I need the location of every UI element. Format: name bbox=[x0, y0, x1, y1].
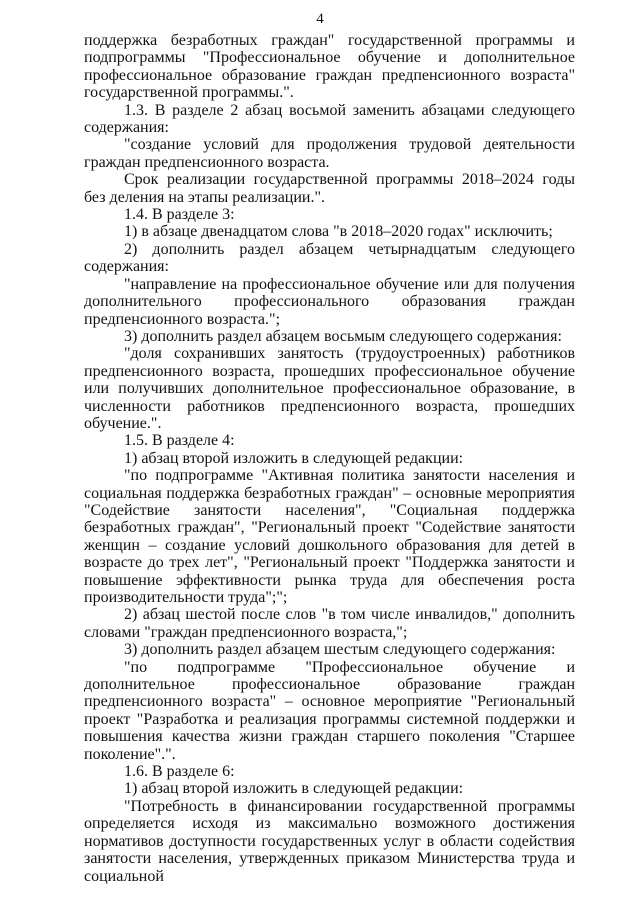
paragraph: "доля сохранивших занятость (трудоустроенных) работников предпенсионного возраста, прошедших профессиональное обучение или получивших дополнительное профессиональное образование, в численности работников предпенсионного возраста, прошедших обучение.". bbox=[84, 345, 575, 432]
page-number: 4 bbox=[316, 11, 324, 27]
paragraph: "по подпрограмме "Профессиональное обучение и дополнительное профессиональное образование граждан предпенсионного возраста" – основное мероприятие "Региональный проект "Разработка и реализация программы системной поддержки и повышения качества жизни граждан старшего поколения "Старшее поколение".". bbox=[84, 658, 575, 763]
paragraph: 2) абзац шестой после слов "в том числе инвалидов," дополнить словами "граждан предпенсионного возраста,"; bbox=[84, 606, 575, 641]
paragraph: 1.4. В разделе 3: bbox=[124, 206, 235, 224]
paragraph: "по подпрограмме "Активная политика занятости населения и социальная поддержка безработных граждан" – основные мероприятия "Содействие занятости населения", "Социальная поддержка безработных граждан", "Региональный проект "Содействие занятости женщин – создание условий дошкольного образования для детей в возрасте до трех лет", "Региональный проект "Поддержка занятости и повышение эффективности рынка труда для обеспечения роста производительности труда";"; bbox=[84, 467, 575, 606]
paragraph: 3) дополнить раздел абзацем восьмым следующего содержания: bbox=[124, 327, 562, 345]
paragraph: 1.6. В разделе 6: bbox=[124, 763, 235, 781]
paragraph: 1) в абзаце двенадцатом слова "в 2018–2020 годах" исключить; bbox=[124, 223, 553, 241]
paragraph: "создание условий для продолжения трудовой деятельности граждан предпенсионного возраста. bbox=[84, 136, 575, 171]
paragraph: 1.3. В разделе 2 абзац восьмой заменить абзацами следующего содержания: bbox=[84, 101, 575, 137]
document-body bbox=[84, 32, 575, 885]
paragraph: 3) дополнить раздел абзацем шестым следующего содержания: bbox=[124, 641, 556, 659]
paragraph: "направление на профессиональное обучение или для получения дополнительного профессионального образования граждан предпенсионного возраста."; bbox=[84, 275, 575, 328]
paragraph: поддержка безработных граждан" государственной программы и подпрограммы "Профессиональное обучение и дополнительное профессиональное образование граждан предпенсионного возраста" государственной программы.". bbox=[84, 32, 575, 102]
paragraph: 1.5. В разделе 4: bbox=[124, 432, 235, 450]
paragraph: Срок реализации государственной программы 2018–2024 годы без деления на этапы реализации.". bbox=[84, 171, 575, 206]
paragraph: 2) дополнить раздел абзацем четырнадцатым следующего содержания: bbox=[84, 240, 575, 276]
paragraph: 1) абзац второй изложить в следующей редакции: bbox=[124, 449, 464, 467]
paragraph: 1) абзац второй изложить в следующей редакции: bbox=[124, 780, 464, 798]
paragraph: "Потребность в финансировании государственной программы определяется исходя из максимально возможного достижения нормативов доступности государственных услуг в области содействия занятости населения, утвержденных приказом Министерства труда и социальной bbox=[84, 797, 575, 885]
